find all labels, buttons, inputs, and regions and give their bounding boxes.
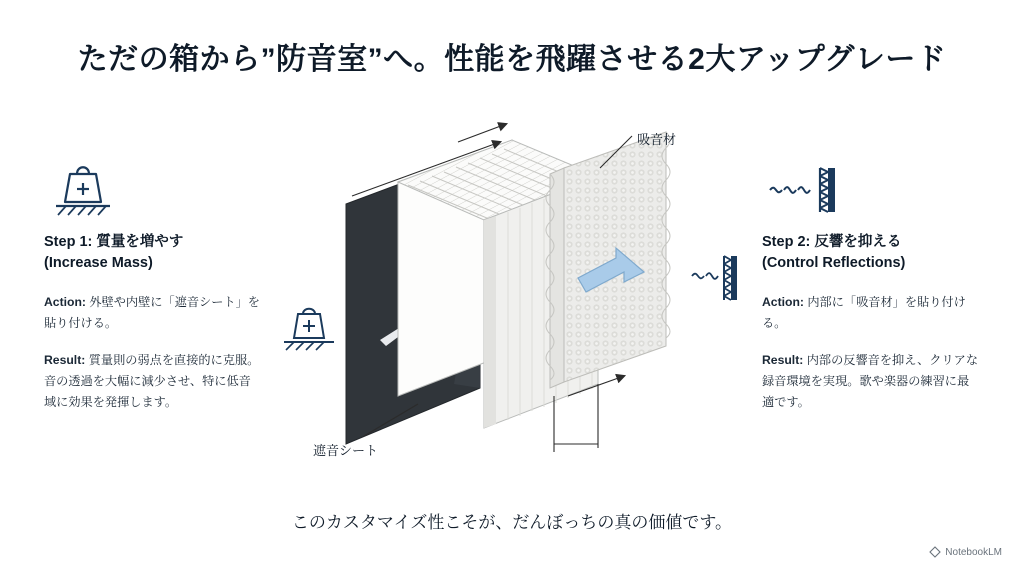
- sound-absorption-icon: [762, 158, 980, 224]
- step-1-result-label: Result:: [44, 353, 86, 367]
- callout-label-sheet: 遮音シート: [313, 443, 379, 458]
- notebooklm-icon: [929, 546, 941, 558]
- step-1-action-text: 外壁や内壁に「遮音シート」を貼り付ける。: [44, 295, 260, 331]
- exploded-wall-diagram: [268, 96, 758, 496]
- weight-on-ground-icon: [44, 158, 262, 224]
- step-2-heading-line2: (Control Reflections): [762, 255, 906, 272]
- step-1-action: [44, 292, 262, 334]
- step-2-result-text: 内部の反響音を抑え、クリアな録音環境を実現。歌や楽器の練習に最適です。: [762, 353, 979, 409]
- step-2-action-label: Action:: [762, 295, 804, 310]
- step-1-action-label: Action:: [44, 295, 86, 310]
- diagram-small-weight-icon: [284, 309, 334, 350]
- step-2-action-text: 内部に「吸音材」を貼り付ける。: [762, 295, 966, 331]
- step-1-heading: [44, 232, 262, 274]
- step-1-heading-line2: (Increase Mass): [44, 255, 153, 272]
- brand-watermark: [929, 546, 1002, 558]
- step-1-result-text: 質量則の弱点を直接的に克服。音の透過を大幅に減少させ、特に低音域に効果を発揮します。: [44, 353, 260, 409]
- diagram-layer-sound-absorbing-foam: [546, 132, 670, 388]
- diagram-small-absorber-icon: [692, 256, 737, 300]
- page-title: ただの箱から”防音室”へ。性能を飛躍させる2大アップグレード: [77, 43, 947, 76]
- step-2-action: [762, 292, 980, 334]
- step-2-result: [762, 350, 980, 413]
- step-1-result: [44, 350, 262, 413]
- step-2-heading-line1: Step 2: 反響を抑える: [762, 234, 902, 250]
- step-1-heading-line1: Step 1: 質量を増やす: [44, 234, 184, 250]
- step-2-block: [762, 158, 980, 429]
- footer-text: このカスタマイズ性こそが、だんぼっちの真の価値です。: [291, 513, 733, 532]
- callout-label-absorber: 吸音材: [637, 132, 677, 147]
- step-1-block: [44, 158, 262, 429]
- step-2-heading: [762, 232, 980, 274]
- step-2-result-label: Result:: [762, 353, 804, 367]
- brand-name: NotebookLM: [945, 546, 1002, 558]
